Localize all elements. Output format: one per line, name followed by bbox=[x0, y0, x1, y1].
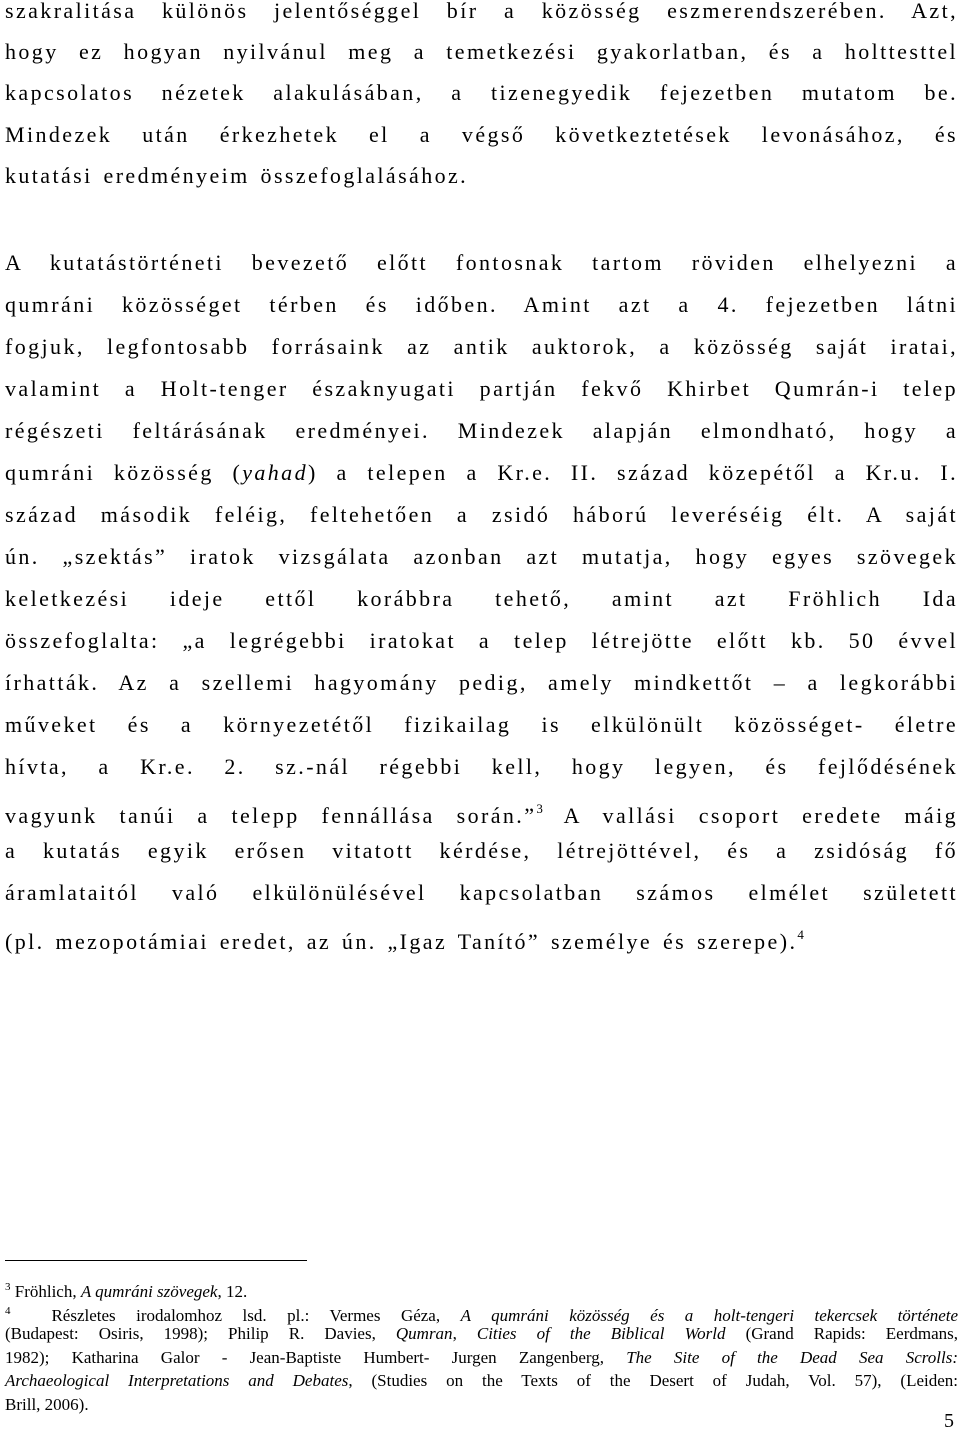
text-run: qumráni közösség ( bbox=[5, 460, 243, 485]
text-run: , (Studies on the Texts of the Desert of Judah, Vol. 57), (Leiden: bbox=[348, 1371, 958, 1390]
text-run: (Grand Rapids: Eerdmans, bbox=[725, 1324, 958, 1343]
text-run: vagyunk tanúi a telepp fennállása során.” bbox=[5, 803, 537, 828]
body-line: valamint a Holt-tenger északnyugati partján fekvő Khirbet Qumrán-i telep bbox=[5, 376, 958, 401]
body-line: kapcsolatos nézetek alakulásában, a tizenegyedik fejezetben mutatom be. bbox=[5, 80, 958, 105]
body-line: áramlataitól való elkülönülésével kapcsolatban számos elmélet született bbox=[5, 880, 958, 905]
footnote-separator bbox=[5, 1260, 307, 1261]
italic-title: The Site of the Dead Sea Scrolls: bbox=[626, 1348, 958, 1367]
footnote-4-line: Brill, 2006). bbox=[5, 1395, 89, 1414]
italic-title: A qumráni szövegek bbox=[80, 1282, 218, 1301]
body-line: a kutatás egyik erősen vitatott kérdése, létrejöttével, és a zsidóság fő bbox=[5, 838, 958, 863]
page-number: 5 bbox=[944, 1410, 954, 1432]
footnote-ref[interactable]: 4 bbox=[797, 927, 804, 942]
italic-title: Cities of the Biblical World bbox=[476, 1324, 726, 1343]
text-run: (Budapest: Osiris, 1998); Philip R. Davies, bbox=[5, 1324, 396, 1343]
text-run: (pl. mezopotámiai eredet, az ún. „Igaz Tanító” személye és szerepe). bbox=[5, 929, 798, 954]
italic-term: yahad bbox=[242, 460, 308, 485]
italic-title: Qumran bbox=[395, 1324, 453, 1343]
body-line: írhatták. Az a szellemi hagyomány pedig, amely mindkettőt – a legkorábbi bbox=[5, 670, 958, 695]
text-run: Részletes irodalomhoz lsd. pl.: Vermes Géza, bbox=[51, 1306, 461, 1325]
body-line bbox=[5, 794, 958, 831]
body-line: összefoglalta: „a legrégebbi iratokat a telep létrejötte előtt kb. 50 évvel bbox=[5, 628, 958, 653]
body-line: A kutatástörténeti bevezető előtt fontosnak tartom röviden elhelyezni a bbox=[5, 250, 958, 275]
text-run: Fröhlich, bbox=[14, 1282, 81, 1301]
text-run: 1982); Katharina Galor - Jean-Baptiste Humbert- Jurgen Zangenberg, bbox=[5, 1348, 627, 1367]
italic-title: Archaeological Interpretations and Debates bbox=[5, 1371, 349, 1390]
body-line: Mindezek után érkezhetek el a végső következtetések levonásához, és bbox=[5, 122, 958, 147]
body-line: qumráni közösséget térben és időben. Amint azt a 4. fejezetben látni bbox=[5, 292, 958, 317]
body-line: fogjuk, legfontosabb forrásaink az antik auktorok, a közösség saját iratai, bbox=[5, 334, 958, 359]
body-line bbox=[5, 458, 958, 488]
text-run: , bbox=[452, 1324, 477, 1343]
body-line: szakralitása különös jelentőséggel bír a közösség eszmerendszerében. Azt, bbox=[5, 0, 958, 23]
footnote-number: 4 bbox=[5, 1305, 11, 1317]
text-run: , 12. bbox=[217, 1282, 248, 1301]
body-line: hívta, a Kr.e. 2. sz.-nál régebbi kell, hogy legyen, és fejlődésének bbox=[5, 754, 958, 779]
footnote-number: 3 bbox=[5, 1281, 11, 1293]
footnote-4-line bbox=[5, 1346, 958, 1370]
body-line: ún. „szektás” iratok vizsgálata azonban azt mutatja, hogy egyes szövegek bbox=[5, 544, 958, 569]
body-line: régészeti feltárásának eredményei. Mindezek alapján elmondható, hogy a bbox=[5, 418, 958, 443]
body-line: keletkezési ideje ettől korábbra tehető, amint azt Fröhlich Ida bbox=[5, 586, 958, 611]
footnote-ref[interactable]: 3 bbox=[536, 801, 543, 816]
body-line: műveket és a környezetétől fizikailag is elkülönült közösséget- életre bbox=[5, 712, 958, 737]
body-line: század második feléig, feltehetően a zsidó háború leveréséig élt. A saját bbox=[5, 502, 958, 527]
footnote-4-line bbox=[5, 1322, 958, 1346]
footnote-4-line bbox=[5, 1369, 958, 1393]
body-line bbox=[5, 920, 958, 957]
body-line: kutatási eredményeim összefoglalásához. bbox=[5, 163, 469, 188]
text-run: ) a telepen a Kr.e. II. század közepétől a Kr.u. I. bbox=[307, 460, 958, 485]
italic-title: A qumráni közösség és a holt-tengeri tekercsek története bbox=[460, 1306, 959, 1325]
body-line: hogy ez hogyan nyilvánul meg a temetkezési gyakorlatban, és a holttesttel bbox=[5, 39, 958, 64]
text-run: A vallási csoport eredete máig bbox=[542, 803, 958, 828]
